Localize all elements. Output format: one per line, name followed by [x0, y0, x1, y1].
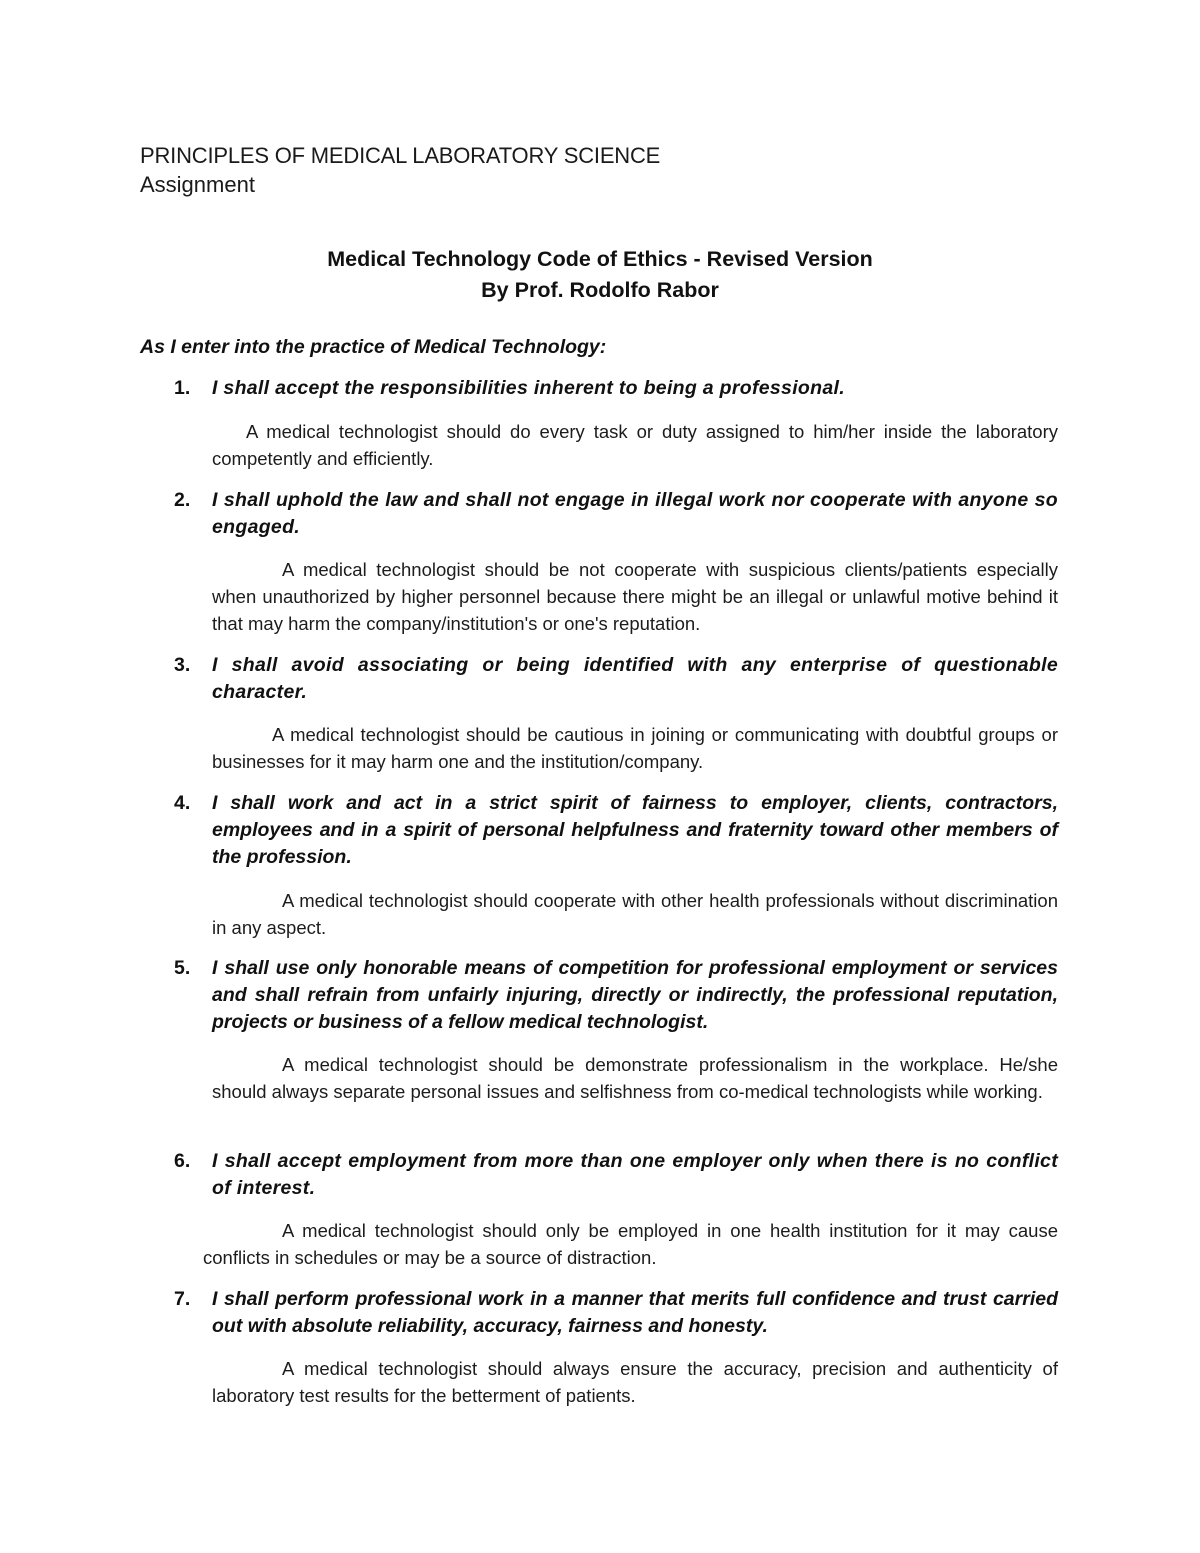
- item-explanation: A medical technologist should be demonstrate professionalism in the workplace. He/she should always separate personal issues and selfishness from co-medical technologists while working.: [212, 1054, 1058, 1102]
- item-statement: I shall work and act in a strict spirit of fairness to employer, clients, contractors, employees and in a spirit of personal helpfulness and fraternity toward other members of the profession.: [212, 792, 1058, 868]
- item-number: 5.: [174, 957, 191, 979]
- item-statement: I shall perform professional work in a manner that merits full confidence and trust carried out with absolute reliability, accuracy, fairness and honesty.: [212, 1288, 1058, 1337]
- item-number: 6.: [174, 1150, 191, 1172]
- intro-line: As I enter into the practice of Medical Technology:: [140, 336, 607, 358]
- item-explanation: A medical technologist should cooperate with other health professionals without discrimination in any aspect.: [212, 890, 1058, 938]
- item-statement: I shall use only honorable means of competition for professional employment or services and shall refrain from unfairly injuring, directly or indirectly, the professional reputation, projects or business of a fellow medical technologist.: [212, 957, 1058, 1033]
- item-number: 4.: [174, 792, 191, 814]
- item-number: 7.: [174, 1288, 191, 1310]
- item-number: 1.: [174, 377, 191, 399]
- item-explanation: A medical technologist should be cautious in joining or communicating with doubtful groups or businesses for it may harm one and the institution/company.: [212, 724, 1058, 772]
- item-explanation: A medical technologist should be not cooperate with suspicious clients/patients especially when unauthorized by higher personnel because there might be an illegal or unlawful motive behind it that may harm the company/institution's or one's reputation.: [212, 559, 1058, 634]
- item-explanation: A medical technologist should only be employed in one health institution for it may cause conflicts in schedules or may be a source of distraction.: [203, 1220, 1058, 1268]
- item-number: 2.: [174, 489, 191, 511]
- item-statement: I shall avoid associating or being identified with any enterprise of questionable character.: [212, 654, 1058, 703]
- document-type: Assignment: [140, 172, 255, 197]
- item-statement: I shall accept the responsibilities inherent to being a professional.: [212, 377, 845, 399]
- document-author: By Prof. Rodolfo Rabor: [481, 278, 719, 302]
- item-number: 3.: [174, 654, 191, 676]
- course-title: PRINCIPLES OF MEDICAL LABORATORY SCIENCE: [140, 143, 661, 168]
- document-title: Medical Technology Code of Ethics - Revised Version: [327, 247, 873, 271]
- item-statement: I shall uphold the law and shall not engage in illegal work nor cooperate with anyone so engaged.: [212, 489, 1058, 538]
- item-explanation: A medical technologist should always ensure the accuracy, precision and authenticity of laboratory test results for the betterment of patients.: [212, 1358, 1058, 1406]
- item-statement: I shall accept employment from more than one employer only when there is no conflict of interest.: [212, 1150, 1058, 1199]
- item-explanation: A medical technologist should do every task or duty assigned to him/her inside the laboratory competently and efficiently.: [212, 421, 1058, 469]
